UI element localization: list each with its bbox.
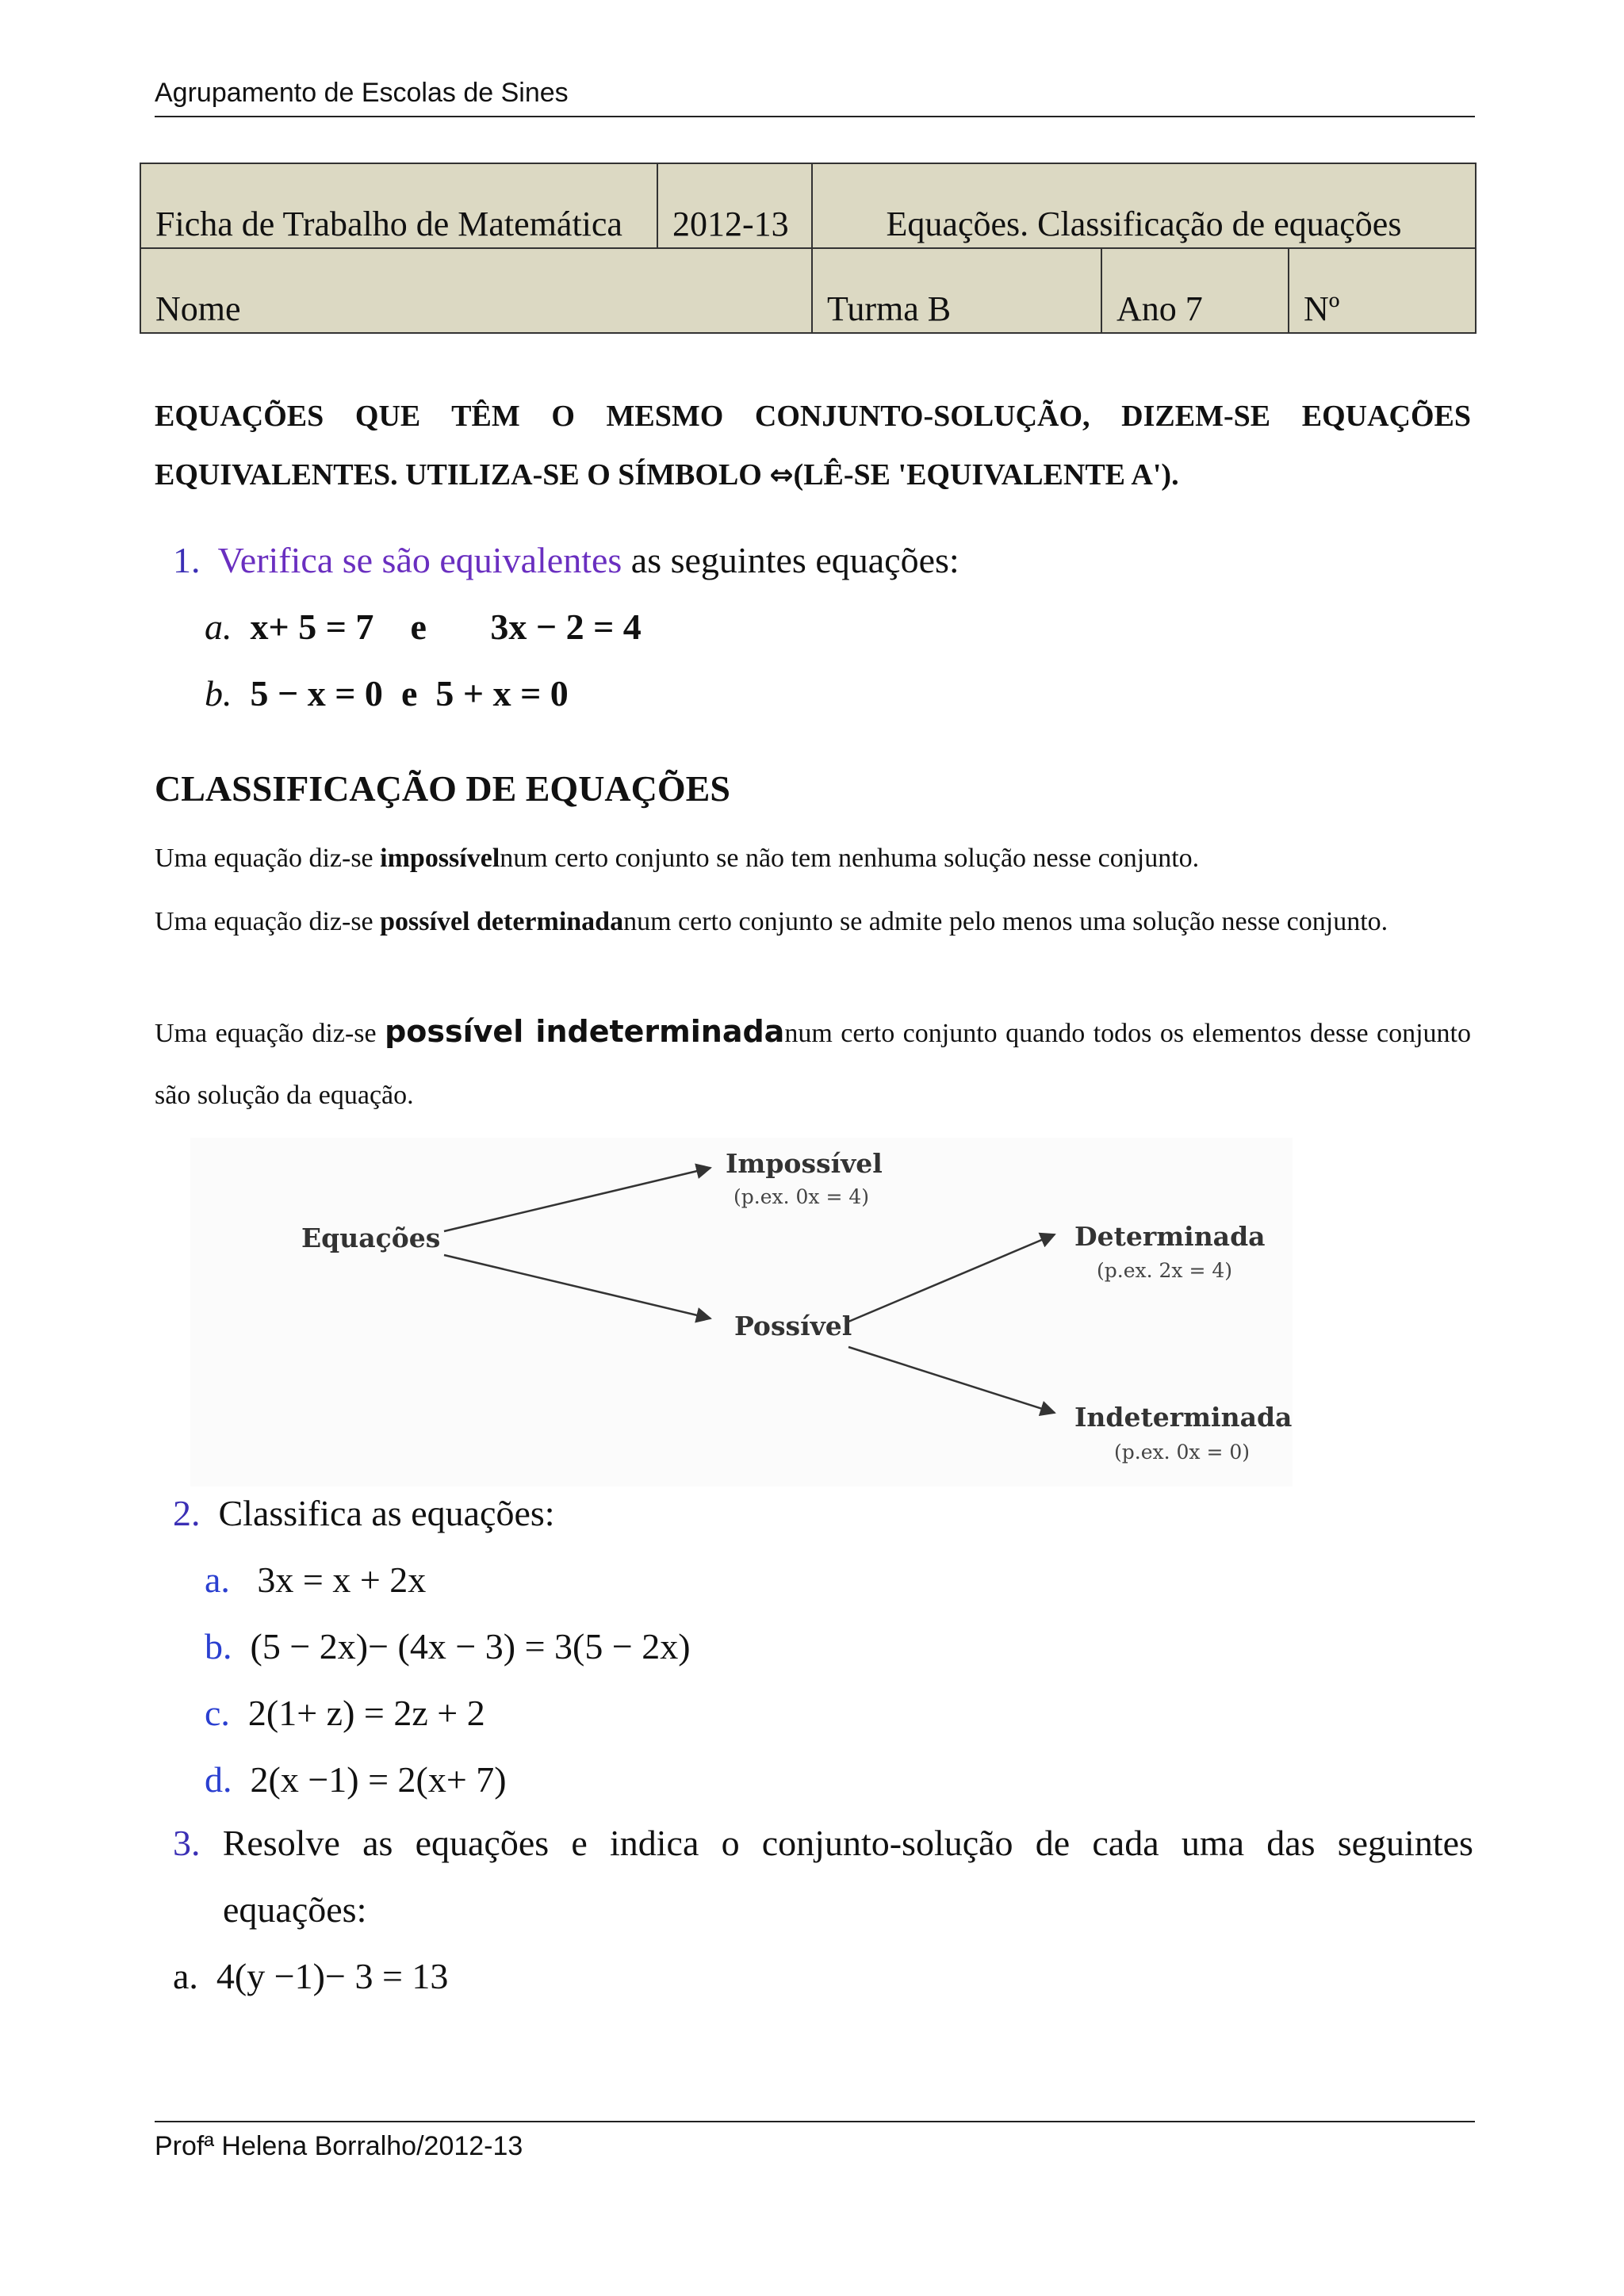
question-2b-letter: b. [205,1626,232,1667]
definition-impossible [155,844,1471,874]
number-field-label: Nº [1289,248,1476,333]
question-3-word: equações [415,1823,550,1863]
intro-line-2-start: EQUIVALENTES. UTILIZA-SE O SÍMBOLO [155,458,762,492]
question-2d-letter: d. [205,1759,232,1800]
diagram-impossible-label: Impossível [726,1148,883,1179]
question-1a-join: e [410,607,427,647]
arrow-to-indetermined [848,1347,1055,1413]
definition-1-prefix: Uma equação diz-se [155,844,381,873]
grade-field-label: Ano 7 [1101,248,1289,333]
worksheet-topic: Equações. Classificação de equações [812,163,1476,248]
question-3-word: uma [1181,1823,1245,1863]
definition-2-rest: num certo conjunto se admite pelo menos uma solução nesse conjunto. [623,907,1388,936]
intro-line-2-end: (LÊ-SE 'EQUIVALENTE A'). [793,458,1179,492]
question-3-word: seguintes [1337,1823,1473,1863]
question-1b-letter: b. [205,673,232,714]
diagram-root-label: Equações [301,1223,441,1253]
class-field-label: Turma B [812,248,1101,333]
arrow-to-determined [848,1234,1055,1322]
question-3-word: o [721,1823,740,1863]
question-3-word: das [1266,1823,1316,1863]
classification-diagram [190,1138,1293,1487]
question-1 [173,539,959,581]
question-3-word: e [571,1823,588,1863]
question-2c [205,1692,485,1734]
diagram-possible-label: Possível [734,1311,852,1341]
question-1-number: 1. [173,540,201,580]
question-2a [205,1559,426,1601]
question-3a-letter: a. [173,1956,198,1996]
question-2a-equation: 3x = x + 2x [257,1559,427,1600]
diagram-determined-label: Determinada [1074,1221,1266,1252]
question-2d-equation: 2(x −1) = 2(x+ 7) [250,1759,507,1800]
question-3-line-1 [173,1822,1473,1864]
name-field-label: Nome [140,248,812,333]
question-3-number: 3. [173,1823,201,1863]
diagram-indetermined-label: Indeterminada [1074,1402,1293,1433]
question-2d [205,1758,507,1800]
definition-1-rest: num certo conjunto se não tem nenhuma solução nesse conjunto. [500,844,1200,873]
diagram-determined-example: (p.ex. 2x = 4) [1097,1259,1232,1282]
footer-author: Profª Helena Borralho/2012-13 [155,2131,523,2161]
question-3a-equation: 4(y −1)− 3 = 13 [216,1956,449,1996]
question-2c-equation: 2(1+ z) = 2z + 2 [247,1693,485,1733]
school-header: Agrupamento de Escolas de Sines [155,78,569,108]
question-2b [205,1625,691,1667]
definition-1-term: impossível [380,844,500,873]
definition-3-rest: num certo conjunto quando todos os elementos desse conjunto são solução da equação. [155,1019,1472,1110]
info-table [140,163,1477,334]
question-3-line-2: equações: [223,1889,367,1930]
question-1b-eq2: 5 + x = 0 [435,673,569,714]
definition-2-term: possível determinada [380,907,624,936]
question-1-highlight: Verifica se são equivalentes [217,540,622,580]
diagram-impossible-example: (p.ex. 0x = 4) [733,1185,869,1208]
question-3-word: conjunto-solução [761,1823,1013,1863]
diagram-indetermined-example: (p.ex. 0x = 0) [1114,1441,1250,1464]
question-1a-eq1: x+ 5 = 7 [250,607,374,647]
intro-line-1: EQUAÇÕES QUE TÊM O MESMO CONJUNTO-SOLUÇÃO, DIZEM-SE EQUAÇÕES [155,400,1471,433]
question-3-word: cada [1092,1823,1159,1863]
question-2 [173,1492,555,1534]
definition-3-term: possível indeterminada [385,1014,785,1049]
question-1a-eq2: 3x − 2 = 4 [490,607,642,647]
question-1a [205,606,642,648]
question-1b [205,672,569,714]
question-2-number: 2. [173,1493,201,1533]
question-2a-letter: a. [205,1559,230,1600]
question-2-text: Classifica as equações: [218,1493,555,1533]
header-rule [155,116,1475,117]
definition-indetermined [155,1001,1471,1127]
question-1b-join: e [400,673,418,714]
equivalence-symbol: ⇔ [769,459,794,492]
question-3-word: as [362,1823,393,1863]
question-3-word: indica [609,1823,699,1863]
question-2b-equation: (5 − 2x)− (4x − 3) = 3(5 − 2x) [250,1626,691,1667]
school-year: 2012-13 [657,163,812,248]
question-3-word: Resolve [222,1823,340,1863]
section-title: CLASSIFICAÇÃO DE EQUAÇÕES [155,768,730,809]
definition-3-prefix: Uma equação diz-se [155,1019,385,1048]
question-2c-letter: c. [205,1693,230,1733]
definition-determined [155,896,1471,948]
definition-2-prefix: Uma equação diz-se [155,907,381,936]
question-3a [173,1955,448,1997]
footer-rule [155,2121,1475,2122]
worksheet-title: Ficha de Trabalho de Matemática [140,163,657,248]
arrow-to-possible [444,1255,710,1318]
question-1-text: as seguintes equações: [630,540,959,580]
question-1b-eq1: 5 − x = 0 [250,673,383,714]
question-3-word: de [1035,1823,1071,1863]
arrow-to-impossible [444,1168,710,1231]
question-1a-letter: a. [205,607,232,647]
equivalence-definition [155,387,1471,505]
